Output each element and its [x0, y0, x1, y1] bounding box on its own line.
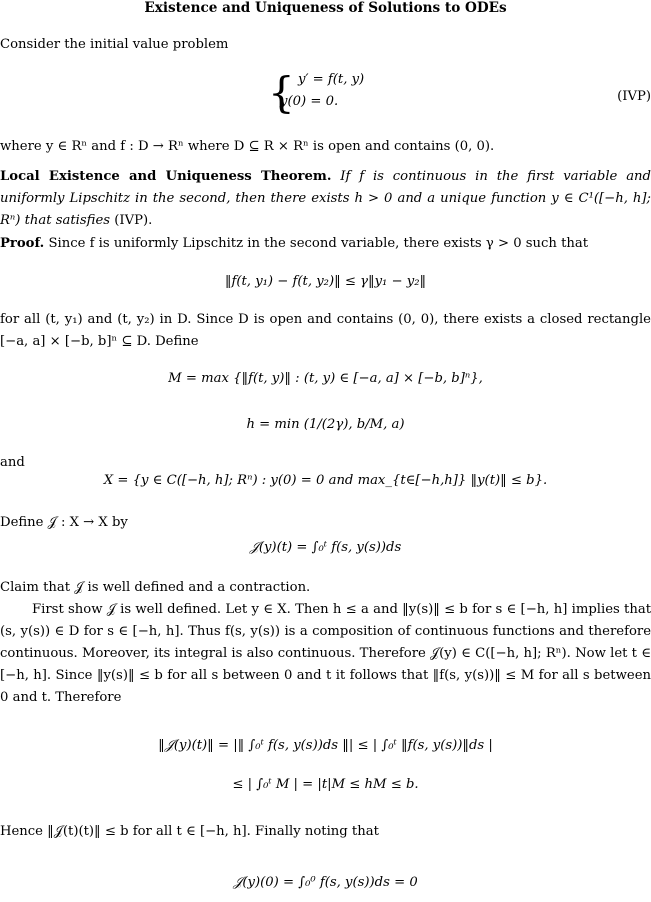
page-title: Existence and Uniqueness of Solutions to ODEs	[144, 0, 507, 16]
theorem-heading: Local Existence and Uniqueness Theorem.	[0, 169, 332, 184]
M-definition: M = max {‖f(t, y)‖ : (t, y) ∈ [−a, a] × [−b, b]ⁿ},	[168, 371, 483, 386]
claim-text: Claim that 𝒥 is well defined and a contraction.	[0, 580, 311, 595]
and-text: and	[0, 455, 25, 470]
X-definition: X = {y ∈ C([−h, h]; Rⁿ) : y(0) = 0 and max_{t∈[−h,h]} ‖y(t)‖ ≤ b}.	[103, 473, 548, 488]
proof-text-1: Since f is uniformly Lipschitz in the second variable, there exists γ > 0 such that	[48, 236, 589, 251]
ivp-tag: (IVP)	[617, 89, 651, 104]
theorem-body: If f is continuous in the first variable and uniformly Lipschitz in the second, then there exists h > 0 and a unique function y ∈ C¹([−h, h]; Rⁿ) that satisfies	[0, 169, 651, 228]
ivp-initial-condition: y(0) = 0.	[280, 94, 339, 109]
inequality-line-2: ≤ | ∫₀ᵗ M | = |t|M ≤ hM ≤ b.	[232, 777, 419, 792]
intro-text: Consider the initial value problem	[0, 37, 229, 52]
ivp-equation: y′ = f(t, y)	[298, 72, 365, 87]
proof-heading: Proof.	[0, 236, 45, 251]
theorem-statement	[0, 166, 651, 232]
where-text: where y ∈ Rⁿ and f : D → Rⁿ where D ⊆ R × Rⁿ is open and contains (0, 0).	[0, 139, 495, 154]
proof-paragraph-4: Hence ‖𝒥(t)(t)‖ ≤ b for all t ∈ [−h, h]. Finally noting that	[0, 824, 379, 839]
inequality-line-1: ‖𝒥(y)(t)‖ = |‖ ∫₀ᵗ f(s, y(s))ds ‖| ≤ | ∫₀ᵗ ‖f(s, y(s))‖ds |	[158, 738, 493, 753]
define-J-text: Define 𝒥 : X → X by	[0, 515, 128, 530]
proof-paragraph-3: First show 𝒥 is well defined. Let y ∈ X. Then h ≤ a and ‖y(s)‖ ≤ b for s ∈ [−h, h] implies that (s, y(s)) ∈ D for s ∈ [−h, h]. Thus f(s, y(s)) is a composition of continuous functions and therefore continuous. Moreover, its integral is also continuous. Therefore 𝒥(y) ∈ C([−h, h]; Rⁿ). Now let t ∈ [−h, h]. Since ‖y(s)‖ ≤ b for all s between 0 and t it follows that ‖f(s, y(s))‖ ≤ M for all s between 0 and t. Therefore	[0, 602, 651, 705]
h-definition: h = min (1/(2γ), b/M, a)	[246, 417, 405, 432]
left-brace: {	[268, 68, 295, 117]
J-definition: 𝒥(y)(t) = ∫₀ᵗ f(s, y(s))ds	[249, 540, 402, 555]
proof-paragraph-1	[0, 233, 651, 255]
proof-paragraph-2: for all (t, y₁) and (t, y₂) in D. Since D is open and contains (0, 0), there exists a closed rectangle [−a, a] × [−b, b]ⁿ ⊆ D. Define	[0, 312, 651, 349]
lipschitz-inequality: ‖f(t, y₁) − f(t, y₂)‖ ≤ γ‖y₁ − y₂‖	[224, 274, 427, 289]
J-at-zero: 𝒥(y)(0) = ∫₀⁰ f(s, y(s))ds = 0	[233, 875, 418, 890]
theorem-ref: (IVP).	[114, 213, 153, 228]
